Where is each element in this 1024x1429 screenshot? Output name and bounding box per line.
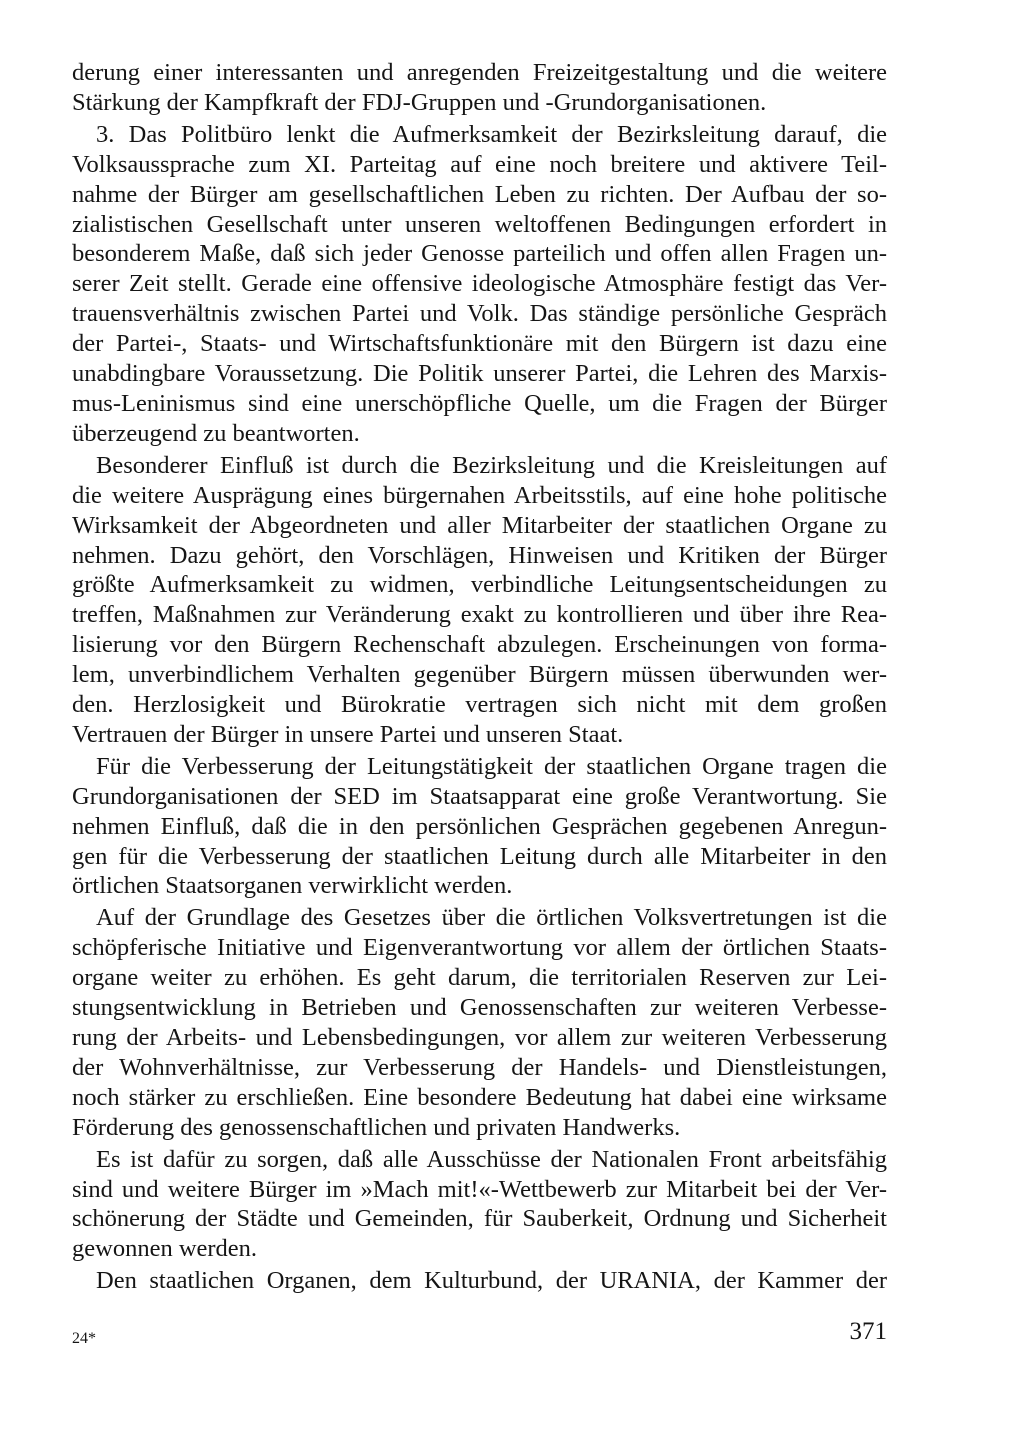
text-line: Auf der Grundlage des Gesetzes über die örtlichen Volksvertretungen ist die [96, 904, 887, 932]
text-line: nehmen. Dazu gehört, den Vorschlägen, Hinweisen und Kritiken der Bürger [72, 541, 887, 569]
text-line: unabdingbare Voraussetzung. Die Politik unserer Partei, die Lehren des Marxis- [72, 360, 887, 388]
text-line: örtlichen Staatsorganen verwirklicht werden. [72, 872, 513, 900]
text-line: zialistischen Gesellschaft unter unseren weltoffenen Bedingungen erfordert in [72, 210, 887, 238]
text-line: besonderem Maße, daß sich jeder Genosse parteilich und offen allen Fragen un- [72, 240, 887, 268]
text-line: organe weiter zu erhöhen. Es geht darum, die territorialen Reserven zur Lei- [72, 964, 887, 992]
text-line: gewonnen werden. [72, 1235, 258, 1263]
text-line: Wirksamkeit der Abgeordneten und aller Mitarbeiter der staatlichen Organe zu [72, 511, 887, 539]
text-line: Förderung des genossenschaftlichen und privaten Handwerks. [72, 1113, 681, 1141]
page-number: 371 [849, 1318, 887, 1345]
text-line: trauensverhältnis zwischen Partei und Volk. Das ständige persönliche Gespräch [72, 300, 887, 328]
text-line: nahme der Bürger am gesellschaftlichen Leben zu richten. Der Aufbau der so- [72, 180, 887, 208]
text-line: lisierung vor den Bürgern Rechenschaft abzulegen. Erscheinungen von forma- [72, 631, 887, 659]
text-line: Grundorganisationen der SED im Staatsapparat eine große Verantwortung. Sie [72, 782, 887, 810]
text-line: rung der Arbeits- und Lebensbedingungen, vor allem zur weiteren Verbesserung [72, 1024, 887, 1051]
text-line: überzeugend zu beantworten. [72, 419, 360, 447]
text-line: lem, unverbindlichem Verhalten gegenüber Bürgern müssen überwunden wer- [72, 661, 887, 689]
sheet-signature: 24* [72, 1330, 96, 1347]
page-footer [72, 1318, 887, 1358]
text-line: serer Zeit stellt. Gerade eine offensive ideologische Atmosphäre festigt das Ver- [72, 270, 887, 298]
text-line: Stärkung der Kampfkraft der FDJ-Gruppen und -Grundorganisationen. [72, 88, 767, 116]
text-line: Für die Verbesserung der Leitungstätigkeit der staatlichen Organe tragen die [96, 752, 887, 780]
text-line: größte Aufmerksamkeit zu widmen, verbindliche Leitungsentscheidungen zu [72, 571, 887, 599]
text-line: stungsentwicklung in Betrieben und Genossenschaften zur weiteren Verbesse- [72, 994, 887, 1022]
body-text [72, 58, 887, 1296]
page-body [72, 58, 887, 1296]
text-line: nehmen Einfluß, daß die in den persönlichen Gesprächen gegebenen Anregun- [72, 812, 887, 840]
text-line: 3. Das Politbüro lenkt die Aufmerksamkeit der Bezirksleitung darauf, die [96, 120, 887, 148]
text-line: Volksaussprache zum XI. Parteitag auf eine noch breitere und aktivere Teil- [72, 150, 887, 178]
text-line: derung einer interessanten und anregenden Freizeitgestaltung und die weitere [72, 59, 887, 86]
text-line: Es ist dafür zu sorgen, daß alle Ausschüsse der Nationalen Front arbeitsfähig [96, 1145, 887, 1173]
text-line: treffen, Maßnahmen zur Veränderung exakt zu kontrollieren und über ihre Rea- [72, 601, 887, 629]
text-line: Den staatlichen Organen, dem Kulturbund, der URANIA, der Kammer der [96, 1267, 887, 1295]
text-line: der Wohnverhältnisse, zur Verbesserung der Handels- und Dienstleistungen, [72, 1053, 887, 1081]
text-line: schönerung der Städte und Gemeinden, für Sauberkeit, Ordnung und Sicherheit [72, 1205, 887, 1233]
text-line: die weitere Ausprägung eines bürgernahen Arbeitsstils, auf eine hohe politische [72, 481, 887, 509]
text-line: noch stärker zu erschließen. Eine besondere Bedeutung hat dabei eine wirksame [72, 1083, 887, 1111]
text-line: mus-Leninismus sind eine unerschöpfliche Quelle, um die Fragen der Bürger [72, 389, 887, 417]
text-line: gen für die Verbesserung der staatlichen Leitung durch alle Mitarbeiter in den [72, 842, 887, 870]
text-line: Besonderer Einfluß ist durch die Bezirksleitung und die Kreisleitungen auf [96, 451, 887, 479]
text-line: der Partei-, Staats- und Wirtschaftsfunktionäre mit den Bürgern ist dazu eine [72, 330, 887, 358]
text-line: den. Herzlosigkeit und Bürokratie vertragen sich nicht mit dem großen [72, 691, 887, 719]
text-line: sind und weitere Bürger im »Mach mit!«-Wettbewerb zur Mitarbeit bei der Ver- [72, 1175, 887, 1203]
text-line: schöpferische Initiative und Eigenverantwortung vor allem der örtlichen Staats- [72, 934, 887, 962]
text-line: Vertrauen der Bürger in unsere Partei und unseren Staat. [72, 720, 624, 748]
